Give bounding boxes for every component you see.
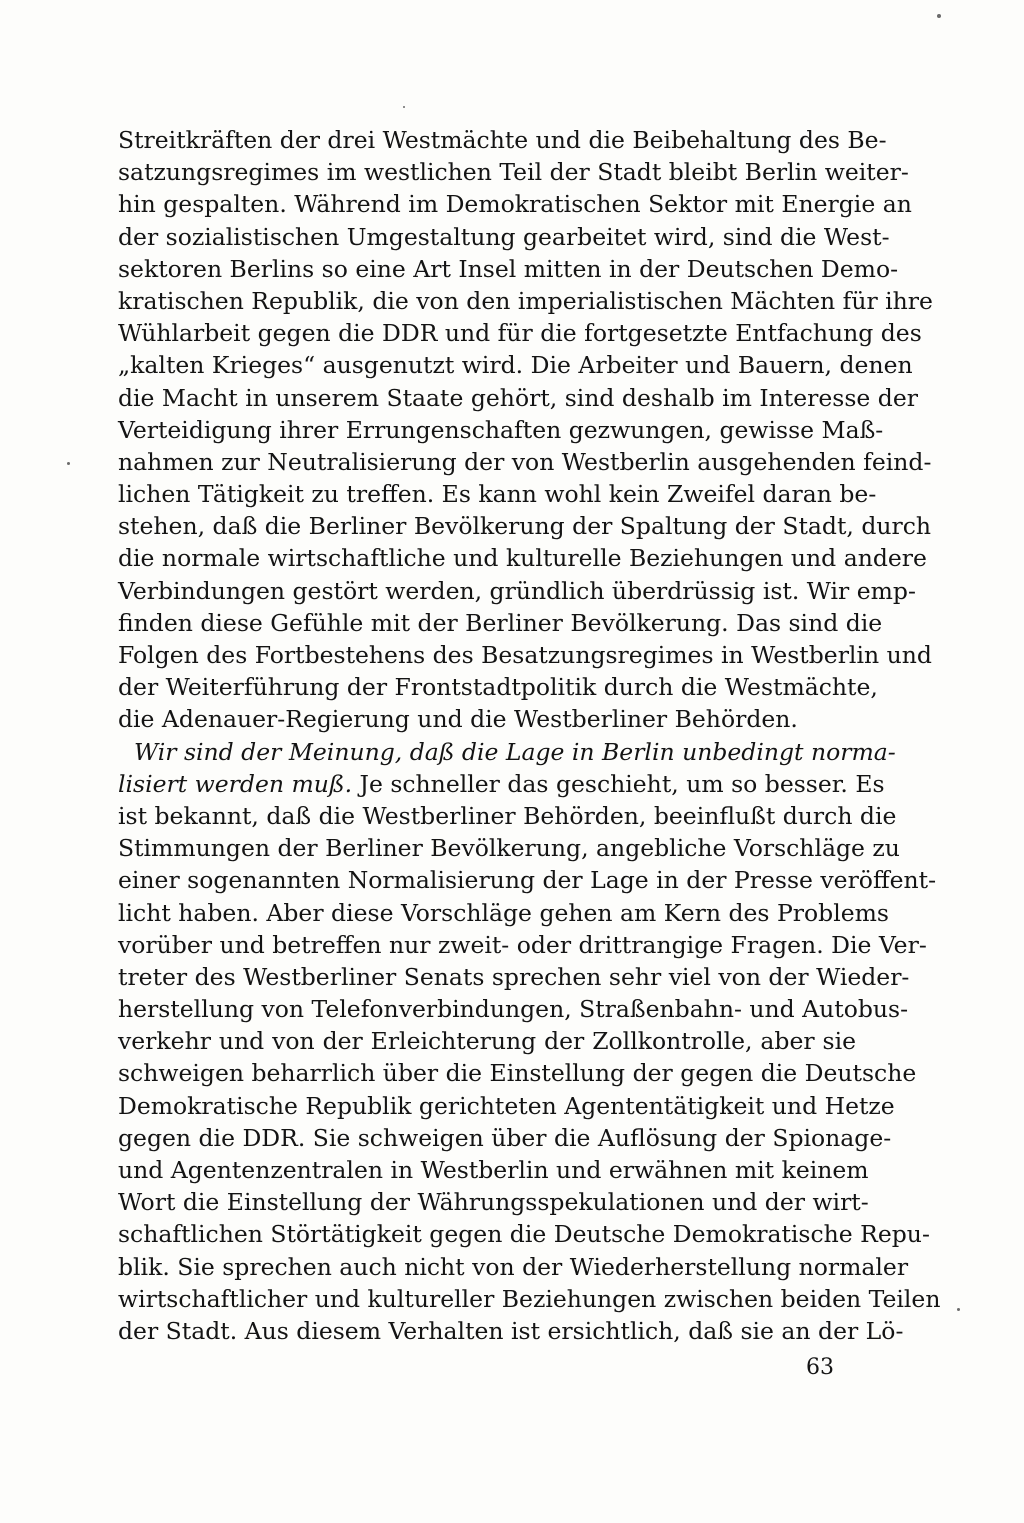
emphasis-text: lisiert werden muß. (118, 769, 353, 798)
text-line: Streitkräften der drei Westmächte und die Beibehaltung des Be- (118, 126, 887, 154)
text-line: ist bekannt, daß die Westberliner Behörden, beeinflußt durch die (118, 801, 897, 830)
text-line: Wühlarbeit gegen die DDR und für die fortgesetzte Entfachung des (118, 319, 922, 348)
text-line: kratischen Republik, die von den imperialistischen Mächten für ihre (118, 286, 933, 315)
text-line: satzungsregimes im westlichen Teil der Stadt bleibt Berlin weiter- (118, 158, 909, 187)
emphasis-text: Wir sind der Meinung, daß die Lage in Berlin unbedingt norma- (134, 737, 896, 766)
text-line: Verbindungen gestört werden, gründlich überdrüssig ist. Wir emp- (118, 576, 916, 605)
scan-speck (937, 14, 941, 18)
text-line (118, 768, 885, 800)
scan-speck (957, 1308, 960, 1311)
text-segment: Je schneller das geschieht, um so besser. Es (352, 769, 885, 798)
body-text (118, 124, 941, 1347)
text-line: und Agentenzentralen in Westberlin und erwähnen mit keinem (118, 1156, 869, 1184)
text-line: Verteidigung ihrer Errungenschaften gezwungen, gewisse Maß- (118, 415, 884, 444)
text-line: lichen Tätigkeit zu treffen. Es kann wohl kein Zweifel daran be- (118, 480, 877, 509)
text-line: die normale wirtschaftliche und kulturelle Beziehungen und andere (118, 544, 927, 573)
text-line: schweigen beharrlich über die Einstellung der gegen die Deutsche (118, 1059, 917, 1088)
text-line: sektoren Berlins so eine Art Insel mitten in der Deutschen Demo- (118, 254, 899, 283)
scan-speck (67, 462, 70, 465)
text-line: herstellung von Telefonverbindungen, Straßenbahn- und Autobus- (118, 995, 909, 1024)
text-line: der sozialistischen Umgestaltung gearbeitet wird, sind die West- (118, 222, 890, 251)
text-line: die Adenauer-Regierung und die Westberliner Behörden. (118, 705, 798, 734)
text-line: Stimmungen der Berliner Bevölkerung, angebliche Vorschläge zu (118, 834, 900, 863)
text-line: verkehr und von der Erleichterung der Zollkontrolle, aber sie (118, 1027, 856, 1056)
text-line: vorüber und betreffen nur zweit- oder drittrangige Fragen. Die Ver- (118, 930, 927, 959)
text-line: die Macht in unserem Staate gehört, sind deshalb im Interesse der (118, 383, 918, 412)
text-line: „kalten Krieges“ ausgenutzt wird. Die Arbeiter und Bauern, denen (118, 351, 913, 380)
text-line: einer sogenannten Normalisierung der Lage in der Presse veröffent- (118, 866, 937, 895)
text-line: Demokratische Republik gerichteten Agententätigkeit und Hetze (118, 1091, 895, 1120)
text-line: nahmen zur Neutralisierung der von Westberlin ausgehenden feind- (118, 447, 932, 476)
text-line: der Stadt. Aus diesem Verhalten ist ersichtlich, daß sie an der Lö- (118, 1316, 904, 1345)
text-line: Folgen des Fortbestehens des Besatzungsregimes in Westberlin und (118, 641, 932, 669)
text-line: treter des Westberliner Senats sprechen sehr viel von der Wieder- (118, 962, 910, 991)
text-line: hin gespalten. Während im Demokratischen Sektor mit Energie an (118, 190, 912, 219)
text-line: stehen, daß die Berliner Bevölkerung der Spaltung der Stadt, durch (118, 512, 932, 541)
text-line: der Weiterführung der Frontstadtpolitik durch die Westmächte, (118, 673, 878, 702)
scan-speck (403, 106, 405, 108)
text-line: Wort die Einstellung der Währungsspekulationen und der wirt- (118, 1188, 869, 1217)
text-line (118, 736, 896, 768)
text-line: licht haben. Aber diese Vorschläge gehen am Kern des Problems (118, 898, 889, 927)
text-line: schaftlichen Störtätigkeit gegen die Deutsche Demokratische Repu- (118, 1220, 930, 1249)
text-line: wirtschaftlicher und kultureller Beziehungen zwischen beiden Teilen (118, 1284, 941, 1313)
text-line: blik. Sie sprechen auch nicht von der Wiederherstellung normaler (118, 1252, 909, 1281)
text-line: finden diese Gefühle mit der Berliner Bevölkerung. Das sind die (118, 608, 883, 637)
page-number: 63 (806, 1355, 834, 1380)
text-line: gegen die DDR. Sie schweigen über die Auflösung der Spionage- (118, 1123, 892, 1152)
